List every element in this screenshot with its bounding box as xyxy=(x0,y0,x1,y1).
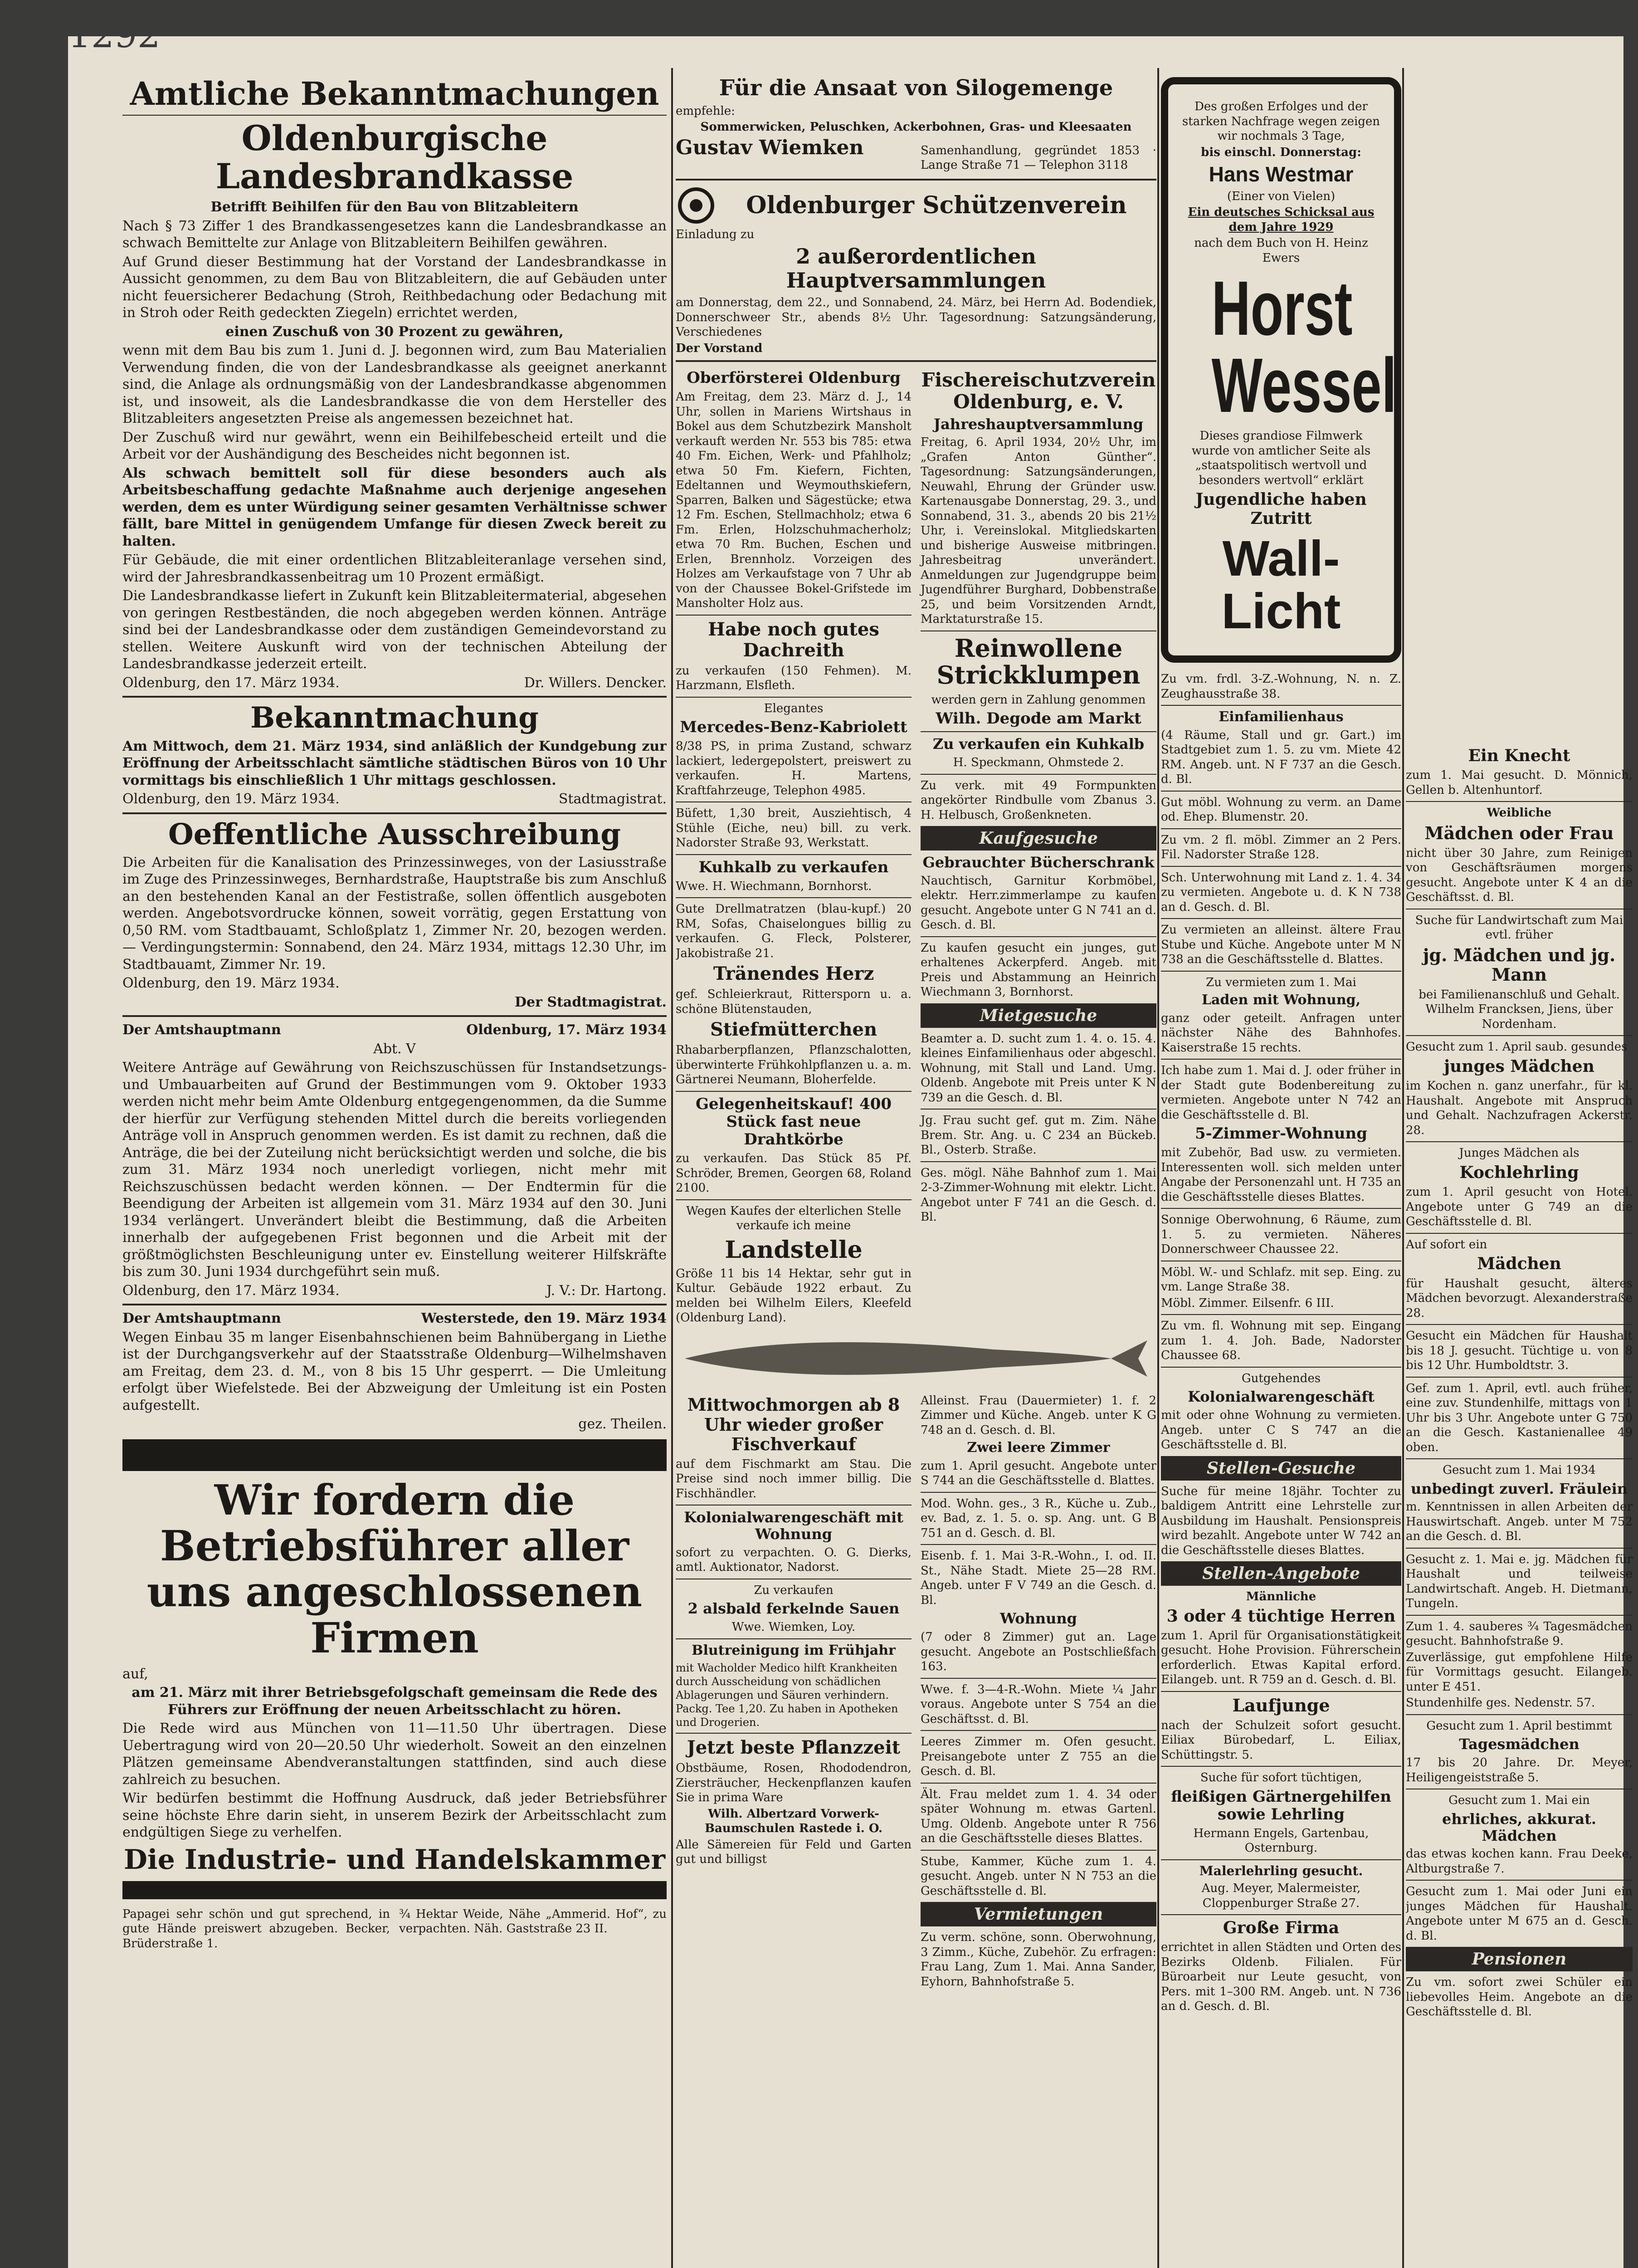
notice-signature: Der Stadtmagistrat. xyxy=(515,994,667,1010)
ad-title: Fischereischutzverein Oldenburg, e. V. xyxy=(921,369,1156,413)
divider xyxy=(921,774,1156,775)
ad-title: Habe noch gutes Dachreith xyxy=(708,618,879,661)
ad-text: (Einer von Vielen) xyxy=(1227,189,1336,203)
divider xyxy=(1161,1208,1401,1209)
ad-title: Oberförsterei Oldenburg xyxy=(687,369,901,387)
ad-headline: Ein deutsches Schicksal aus dem Jahre 1929 xyxy=(1188,205,1375,234)
ad-name: Gustav Wiemken xyxy=(676,136,864,159)
classified-ad: Stube, Kammer, Küche zum 1. 4. gesucht. Angeb. unter N N 753 an die Geschäftsstelle d. Bl. xyxy=(921,1854,1156,1898)
divider xyxy=(1161,1766,1401,1767)
ad-title: Gelegenheitskauf! 400 Stück fast neue Drahtkörbe xyxy=(695,1095,892,1149)
ad-headline: 2 außerordentlichen Hauptversammlungen xyxy=(786,244,1046,293)
ad-text: m. Kenntnissen in allen Arbeiten der Hauswirtschaft. Angeb. unter M 752 an die Gesch. d. Bl. xyxy=(1406,1500,1633,1544)
divider xyxy=(676,854,912,855)
ad-headline: Jahreshauptversammlung xyxy=(933,415,1144,433)
divider xyxy=(921,1544,1156,1545)
column-classifieds-b xyxy=(1161,73,1401,2015)
notice-place: Westerstede, den 19. März 1934 xyxy=(421,1310,667,1327)
ad-text: im Kochen n. ganz unerfahr., für kl. Haushalt. Angebote mit Anspruch und Gehalt. Nachzufragen Ackerstr. 28. xyxy=(1406,1079,1633,1137)
notice-text: Die Arbeiten für die Kanalisation des Prinzessinweges, von der Lasiusstraße im Zuge des Prinzessinweges, Bernhardstraße, Hauptstraße bis zum Anschluß an den bestehenden Kanal an der Festistraße, sollen öffentlich ausgeboten werden. Angebotsvordrucke können, soweit vorrätig, gegen Erstattung von 0,50 RM. vom Stadtbauamt, Schloßplatz 1, Zimmer Nr. 20, bezogen werden. — Verdingungstermin: Sonnabend, den 24. März 1934, mittags 12.30 Uhr, im Stadtbauamt, Zimmer Nr. 19. xyxy=(122,854,667,973)
classified-ad: Gesucht zum 1. Mai oder Juni ein junges Mädchen für Haushalt. Angebote unter M 675 an d. Gesch. d. Bl. xyxy=(1406,1885,1633,1943)
ad-title: Laufjunge xyxy=(1232,1695,1330,1716)
column-official-notices xyxy=(122,73,667,1952)
classified-ad: ¾ Hektar Weide, Nähe „Ammerid. Hof“, zu verpachten. Näh. Gaststraße 23 II. xyxy=(399,1907,667,1936)
notice-subject: Betrifft Beihilfen für den Bau von Blitzableitern xyxy=(210,199,579,215)
divider xyxy=(676,615,912,616)
column-rule xyxy=(671,68,673,2268)
ad-text: Aug. Meyer, Malermeister, Cloppenburger Straße 27. xyxy=(1201,1882,1361,1910)
notice-heading: Der Amtshauptmann xyxy=(122,1022,281,1038)
ad-text: werden gern in Zahlung genommen xyxy=(931,693,1146,707)
divider xyxy=(1406,1458,1633,1459)
ad-text: mit Wacholder Medico hilft Krankheiten durch Ausscheidung von schädlichen Ablagerungen und Säuren verhindern. Packg. Tee 1,20. Zu haben in Apotheken und Drogerien. xyxy=(676,1662,898,1729)
ad-text: mit Zubehör, Bad usw. zu vermieten. Interessenten woll. sich melden unter Angabe der Personenzahl unt. H 735 an die Geschäftsstelle dieses Blattes. xyxy=(1161,1146,1401,1204)
classified-ad: Jg. Frau sucht gef. gut m. Zim. Nähe Brem. Str. Ang. u. C 234 an Bückeb. Bl., Osterb. Straße. xyxy=(921,1114,1156,1157)
section-banner: Pensionen xyxy=(1406,1947,1633,1971)
ad-text: Am Freitag, dem 23. März d. J., 14 Uhr, sollen in Mariens Wirtshaus in Bokel aus dem Schutzbezirk Mansholt verkauft werden Nr. 553 bis 785: etwa 40 Fm. Eichen, Werk- und Pfahlholz; etwa 50 Fm. Kiefern, Fichten, Edeltannen und Weymouthskiefern, Sparren, Balken und Sägestücke; etwa 12 Fm. Eschen, Stellmachholz; etwa 6 Fm. Erlen, Holzschuhmacherholz; etwa 70 Rm. Buchen, Eschen und Erlen, Brennholz. Vorzeigen des Holzes am Verkaufstage von 7 Uhr ab von der Chaussee Bokel-Grifstede im Mansholter Holz aus. xyxy=(676,390,912,611)
ad-text: zum 1. April gesucht. Angebote unter S 744 an die Geschäftsstelle d. Blattes. xyxy=(921,1459,1156,1488)
divider xyxy=(1161,705,1401,706)
classified-ad: Stundenhilfe ges. Nedenstr. 57. xyxy=(1406,1696,1595,1710)
notice-dept: Abt. V xyxy=(373,1041,416,1057)
ad-title: Tränendes Herz xyxy=(713,963,874,985)
column-rule xyxy=(1157,68,1159,2268)
divider xyxy=(1406,1714,1633,1715)
divider xyxy=(676,1733,912,1734)
divider xyxy=(122,1304,667,1305)
classified-ad: Zu vm. 2 fl. möbl. Zimmer an 2 Pers. Fil. Nadorster Straße 128. xyxy=(1161,833,1401,862)
ad-text: Dieses grandiose Filmwerk wurde von amtlicher Seite als „staatspolitisch wertvoll und besonders wertvoll“ erklärt xyxy=(1191,429,1371,487)
classified-ad: Zu vm. fl. Wohnung mit sep. Eingang zum 1. 4. Joh. Bade, Nadorster Chaussee 68. xyxy=(1161,1319,1401,1363)
ad-title: Landstelle xyxy=(725,1236,863,1264)
divider xyxy=(1161,1314,1401,1315)
ad-title: Mittwochmorgen ab 8 Uhr wieder großer Fischverkauf xyxy=(687,1394,900,1455)
ad-title: Stiefmütterchen xyxy=(710,1019,878,1041)
divider xyxy=(676,897,912,898)
decorative-bar xyxy=(122,1439,667,1471)
decorative-bar xyxy=(122,1881,667,1899)
notice-paragraph: Als schwach bemittelt soll für diese besonders auch als Arbeitsbeschaffung gedachte Maßnahme auch derjenige angesehen werden, dem es unter Würdigung seiner gesamten Verhältnisse schwer fällt, bare Mittel in genügendem Umfange für diesen Zweck bereit zu halten. xyxy=(122,465,667,549)
divider xyxy=(1406,1035,1633,1036)
ad-signature: Wilh. Degode am Markt xyxy=(936,709,1141,728)
classified-ad: Zu kaufen gesucht ein junges, gut erhaltenes Ackerpferd. Angeb. mit Preis und Abstammung an Heinrich Wiechmann 3, Bornhorst. xyxy=(921,941,1156,999)
divider xyxy=(921,1783,1156,1784)
notice-date: Oldenburg, den 19. März 1934. xyxy=(122,791,340,807)
subsection-label: Weibliche xyxy=(1487,806,1552,820)
notice-signature: J. V.: Dr. Hartong. xyxy=(546,1282,667,1299)
ad-text: Wwe. Wiemken, Loy. xyxy=(731,1620,856,1634)
ad-text: am Donnerstag, dem 22., und Sonnabend, 24. März, bei Herrn Ad. Bodendiek, Donnerschweer Str., abends 8½ Uhr. Tagesordnung: Satzungsänderung, Verschiedenes xyxy=(676,296,1156,339)
ad-title: fleißigen Gärtnergehilfen sowie Lehrling xyxy=(1171,1787,1391,1823)
ad-text: Suche für sofort tüchtigen, xyxy=(1200,1771,1362,1785)
divider xyxy=(676,1638,912,1639)
divider xyxy=(122,812,667,814)
classified-ad: Gut möbl. Wohnung zu verm. an Dame od. Ehep. Blumenstr. 20. xyxy=(1161,795,1401,824)
divider xyxy=(1406,1615,1633,1616)
ad-title: Tagesmädchen xyxy=(1459,1735,1580,1753)
ad-text: Suche für Landwirtschaft zum Mai evtl. früher xyxy=(1415,913,1623,942)
divider xyxy=(1161,1691,1401,1692)
divider xyxy=(1406,1377,1633,1378)
divider xyxy=(1161,1059,1401,1060)
notice-signature: gez. Theilen. xyxy=(578,1416,667,1432)
column-classifieds-c xyxy=(1406,73,1633,2021)
notice-text: Die Rede wird aus München von 11—11.50 Uhr übertragen. Diese Uebertragung wird von 20—20.50 Uhr wiederholt. Soweit an den einzelnen Plätzen gemeinsame Abendveranstaltungen stattfinden, sind auch diese zahlreich zu besuchen. xyxy=(122,1721,667,1788)
ad-text: Rhabarberpflanzen, Pflanzschalotten, überwinterte Frühkohlpflanzen u. a. m. Gärtnerei Neumann, Bloherfelde. xyxy=(676,1043,912,1087)
ad-title: Laden mit Wohnung, xyxy=(1201,992,1361,1008)
notice-place: Oldenburg, 17. März 1934 xyxy=(466,1022,667,1038)
ad-title: 5-Zimmer-Wohnung xyxy=(1195,1124,1367,1143)
classified-ad: Zu vermieten an alleinst. ältere Frau Stube und Küche. Angebote unter M N 738 an die Geschäftsstelle d. Blattes. xyxy=(1161,923,1401,967)
classified-ad: Mod. Wohn. ges., 3 R., Küche u. Zub., ev. Bad, z. 1. 5. o. sp. Ang. unt. G B 751 an d. Gesch. d. Bl. xyxy=(921,1496,1156,1540)
divider xyxy=(1161,971,1401,972)
ad-title: Wohnung xyxy=(999,1610,1077,1628)
ad-title: 3 oder 4 tüchtige Herren xyxy=(1166,1606,1396,1626)
section-banner: Stellen-Angebote xyxy=(1161,1561,1401,1586)
divider xyxy=(1161,1859,1401,1860)
divider xyxy=(921,731,1156,732)
notice-paragraph: Der Zuschuß wird nur gewährt, wenn ein Beihilfebescheid erteilt und die Arbeit vor der Aushändigung des Bescheides nicht begonnen ist. xyxy=(122,429,667,463)
emblem-icon xyxy=(676,185,717,226)
cinema-name: Wall-Licht xyxy=(1221,531,1341,639)
notice-paragraph: Nach § 73 Ziffer 1 des Brandkassengesetzes kann die Landesbrandkasse an schwach Bemittelte zur Anlage von Blitzableitern Beihilfen gewähren. xyxy=(122,218,667,251)
ad-title: Malerlehrling gesucht. xyxy=(1199,1863,1363,1878)
divider xyxy=(122,1015,667,1017)
notice-signature: Stadtmagistrat. xyxy=(558,791,667,807)
ad-text: Alle Sämereien für Feld und Garten gut und billigst xyxy=(676,1838,912,1867)
divider xyxy=(1161,1367,1401,1368)
classified-ad: Gef. zum 1. April, evtl. auch früher, eine zuv. Stundenhilfe, mittags von 1 Uhr bis 3 Uhr. Angebote unter G 750 an die Gesch. Kastanienallee 49 oben. xyxy=(1406,1381,1633,1454)
section-banner: Kaufgesuche xyxy=(921,826,1156,850)
divider xyxy=(676,1199,912,1200)
ad-title: Einfamilienhaus xyxy=(1219,709,1344,725)
column-classifieds-a xyxy=(676,73,1156,1990)
ad-text: Hermann Engels, Gartenbau, Osternburg. xyxy=(1193,1826,1369,1855)
cinema-advertisement xyxy=(1161,77,1401,663)
notice-text: Wir bedürfen bestimmt die Hoffnung Ausdruck, daß jeder Betriebsführer seine höchste Ehre darin sieht, in unserem Bezirk der Arbeitsschlacht zum endgültigen Siege zu verhelfen. xyxy=(122,1790,667,1841)
fish-illustration xyxy=(676,1331,1156,1386)
ad-title: jg. Mädchen und jg. Mann xyxy=(1423,944,1616,985)
ad-text: Zu verkaufen xyxy=(754,1583,834,1597)
divider xyxy=(1161,918,1401,919)
ad-text: Nauchtisch, Garnitur Korbmöbel, elektr. Herr.zimmerlampe zu kaufen gesucht. Angebote unter G N 741 an d. Gesch. d. Bl. xyxy=(921,874,1156,932)
ad-headline: Jugendliche haben Zutritt xyxy=(1195,490,1367,528)
notice-paragraph: Auf Grund dieser Bestimmung hat der Vorstand der Landesbrandkasse in Aussicht genommen, zu dem Bau von Blitzableitern, die auf Gebäuden unter nicht feuersicherer Bedachung (Stroh, Reithbedachung oder Bedachung mit in Stroh oder Reith gedeckten Ziegeln) errichtet werden, xyxy=(122,254,667,321)
notice-title: Oeffentliche Ausschreibung xyxy=(168,817,621,851)
ad-text: Gesucht zum 1. Mai ein xyxy=(1448,1794,1590,1808)
ad-title: Kolonialwarengeschäft mit Wohnung xyxy=(684,1509,903,1543)
classified-ad: Zum 1. 4. sauberes ¾ Tagesmädchen gesucht. Bahnhofstraße 9. xyxy=(1406,1619,1633,1648)
ad-text: 17 bis 20 Jahre. Dr. Meyer, Heiligengeiststraße 5. xyxy=(1406,1756,1633,1784)
notice-date: Oldenburg, den 17. März 1934. xyxy=(122,1282,340,1299)
classified-ad: Beamter a. D. sucht zum 1. 4. o. 15. 4. kleines Einfamilienhaus oder abgeschl. Wohnung, mit Stall und Land. Umg. Oldenb. Angebote mit Preis unter K N 739 an die Gesch. d. Bl. xyxy=(921,1031,1156,1105)
divider xyxy=(921,1109,1156,1110)
notice-heading: Der Amtshauptmann xyxy=(122,1310,281,1327)
divider xyxy=(1406,1141,1633,1142)
ad-title: Reinwollene Strickklumpen xyxy=(936,633,1141,690)
notice-text: auf, xyxy=(122,1666,148,1682)
classified-ad: Möbl. Zimmer. Eilsenfr. 6 III. xyxy=(1161,1296,1334,1310)
divider xyxy=(1406,1233,1633,1234)
section-title: Amtliche Bekanntmachungen xyxy=(130,75,659,112)
classified-ad: Zuverlässige, gut empfohlene Hilfe für Vormittags gesucht. Eilangeb. unter E 451. xyxy=(1406,1650,1633,1694)
classified-ad: Ält. Frau meldet zum 1. 4. 34 oder später Wohnung m. etwas Gartenl. Umg. Oldenb. Angebote unter R 756 an die Geschäftsstelle dieses Blattes. xyxy=(921,1787,1156,1846)
classified-ad: Sonnige Oberwohnung, 6 Räume, zum 1. 5. zu vermieten. Näheres Donnerschweer Chaussee 22. xyxy=(1161,1213,1401,1256)
subsection-label: Männliche xyxy=(1246,1590,1316,1604)
ad-title: unbedingt zuverl. Fräulein xyxy=(1411,1480,1628,1497)
ad-text: Einladung zu xyxy=(676,227,755,241)
ad-text: das etwas kochen kann. Frau Deeke, Altburgstraße 7. xyxy=(1406,1847,1633,1876)
divider xyxy=(1161,1914,1401,1915)
divider xyxy=(1161,866,1401,867)
ad-text: Wegen Kaufes der elterlichen Stelle verkaufe ich meine xyxy=(686,1204,901,1233)
classified-ad: Zu vm. frdl. 3-Z.-Wohnung, N. n. Z. Zeughausstraße 38. xyxy=(1161,672,1401,701)
ad-text: Zu vermieten zum 1. Mai xyxy=(1206,975,1356,989)
notice-signature: Die Industrie- und Handelskammer xyxy=(123,1843,666,1876)
ad-text: (7 oder 8 Zimmer) gut an. Lage gesucht. Angebote an Postschließfach 163. xyxy=(921,1630,1156,1674)
ad-text: auf dem Fischmarkt am Stau. Die Preise sind noch immer billig. Die Fischhändler. xyxy=(676,1457,912,1501)
ad-title: Zu verkaufen ein Kuhkalb xyxy=(932,735,1145,753)
notice-paragraph: Die Landesbrandkasse liefert in Zukunft kein Blitzableitermaterial, abgesehen von geringen Restbeständen, die noch abgegeben werden können. Anträge sind bei der Landesbrandkasse oder dem zuständigen Gemeindevorstand zu stellen. Weitere Auskunft wird von der technischen Abteilung der Landesbrandkasse jederzeit erteilt. xyxy=(122,588,667,672)
classified-ad: Ich habe zum 1. Mai d. J. oder früher in der Stadt gute Bodenbereitung zu vermieten. Angebote unter N 742 an die Geschäftsstelle d. Bl. xyxy=(1161,1064,1401,1122)
classified-ad: Gesucht z. 1. Mai e. jg. Mädchen für Haushalt und teilweise Landwirtschaft. Angeb. H. Dietmann, Tungeln. xyxy=(1406,1552,1633,1611)
divider xyxy=(1406,801,1633,802)
ad-text: H. Speckmann, Ohmstede 2. xyxy=(953,756,1124,770)
notice-paragraph: Für Gebäude, die mit einer ordentlichen Blitzableiteranlage versehen sind, wird der Jahresbrandkassenbeitrag um 10 Prozent ermäßigt. xyxy=(122,552,667,585)
divider xyxy=(1161,791,1401,792)
ad-text: Gutgehendes xyxy=(1241,1371,1321,1385)
ad-title: Kuhkalb zu verkaufen xyxy=(698,858,889,876)
classified-ad: Zu vm. sofort zwei Schüler ein liebevolles Heim. Angebote an die Geschäftsstelle d. Bl. xyxy=(1406,1975,1633,2019)
ad-text: ganz oder geteilt. Anfragen unter nächster Nähe des Bahnhofes. Kaiserstraße 15 rechts. xyxy=(1161,1011,1401,1055)
classified-ad: Eisenb. f. 1. Mai 3-R.-Wohn., I. od. II. St., Nähe Stadt. Miete 25—28 RM. Angeb. unter F V 749 an die Gesch. d. Bl. xyxy=(921,1549,1156,1607)
classified-ad: Büfett, 1,30 breit, Ausziehtisch, 4 Stühle (Eiche, neu) bill. zu verk. Nadorster Straße 93, Werkstatt. xyxy=(676,807,912,850)
ad-text: Freitag, 6. April 1934, 20½ Uhr, im „Grafen Anton Günther“. Tagesordnung: Satzungsänderungen, Neuwahl, Ehrung der Gründer usw. Kartenausgabe Donnerstag, 29. 3., und Sonnabend, 31. 3., abends 20 bis 21½ Uhr, i. Vereinslokal. Mitgliedskarten und bisherige Ausweise mitbringen. Jahresbeitrag unverändert. Anmeldungen zur Jugendgruppe beim Jugendführer Burghard, Dobbenstraße 25, und beim Vorsitzenden Arndt, Marktaturstraße 15. xyxy=(921,435,1156,626)
ad-text: zum 1. Mai gesucht. D. Mönnich, Gellen b. Altenhuntorf. xyxy=(1406,768,1633,797)
ad-text: Auf sofort ein xyxy=(1406,1237,1487,1251)
ad-title: junges Mädchen xyxy=(1444,1056,1594,1076)
ad-text: Obstbäume, Rosen, Rhododendron, Ziersträucher, Heckenpflanzen kaufen Sie in prima Ware xyxy=(676,1761,912,1805)
ad-text: Des großen Erfolges und der starken Nachfrage wegen zeigen wir nochmals 3 Tage, xyxy=(1182,100,1380,143)
ad-title: Kolonialwarengeschäft xyxy=(1188,1388,1375,1406)
ad-text: für Haushalt gesucht, älteres Mädchen bevorzugt. Alexanderstraße 28. xyxy=(1406,1276,1633,1320)
ad-text: Sommerwicken, Peluschken, Ackerbohnen, Gras- und Kleesaaten xyxy=(700,120,1132,134)
ad-text: bis einschl. Donnerstag: xyxy=(1201,145,1361,159)
notice-text: Weitere Anträge auf Gewährung von Reichszuschüssen für Instandsetzungs- und Umbauarbeiten auf Grund der Bestimmungen vom 9. Oktober 1933 werden nicht mehr beim Amte Oldenburg entgegengenommen, da die Summe der hierfür zur Verfügung stehenden Mittel durch die bereits vorliegenden Anträge voll in Anspruch genommen werden. Es ist damit zu rechnen, daß die Anträge, die bei der Zuteilung nicht berücksichtigt werden und solche, die bis zum 31. März 1934 noch unerledigt vorliegen, nicht mehr mit Reichszuschüssen bedacht werden können. — Der Endtermin für die Beendigung der Arbeiten ist allgemein vom 31. März 1934 auf den 30. Juni 1934 verlängert. Unverändert bleibt die Bestimmung, daß die Arbeiten innerhalb der aufgegebenen Frist begonnen und die Arbeit mit der größtmöglichsten Beschleunigung unter ev. Einstellung weiterer Hilfskräfte bis zum 30. Juni 1934 durchgeführt sein muß. xyxy=(122,1060,667,1280)
ad-title: Ein Knecht xyxy=(1468,746,1570,765)
classified-ad: Suche für meine 18jähr. Tochter zu baldigem Antritt eine Lehrstelle zur Ausbildung im Haushalt. Pensionspreis wird bezahlt. Angebote unter W 742 an die Geschäftsstelle dieses Blattes. xyxy=(1161,1484,1401,1557)
ad-text: zum 1. April gesucht von Hotel. Angebote unter G 749 an die Geschäftsstelle d. Bl. xyxy=(1406,1185,1633,1229)
ad-text: Gesucht zum 1. April saub. gesundes xyxy=(1406,1040,1628,1054)
classified-ad: Sch. Unterwohnung mit Land z. 1. 4. 34 zu vermieten. Angebote u. d. K N 738 an d. Gesch. d. Bl. xyxy=(1161,870,1401,914)
ad-text: mit oder ohne Wohnung zu vermieten. Angeb. unter C S 747 an die Geschäftsstelle d. Bl. xyxy=(1161,1408,1401,1452)
classified-ad: Papagei sehr schön und gut sprechend, in gute Hände preiswert abzugeben. Becker, Brüderstraße 1. xyxy=(122,1907,390,1950)
classified-ad: Alleinst. Frau (Dauermieter) 1. f. 2 Zimmer und Küche. Angeb. unter K G 748 an d. Gesch. d. Bl. xyxy=(921,1393,1156,1437)
ad-text: Samenhandlung, gegründet 1853 · Lange Straße 71 — Telephon 3118 xyxy=(921,143,1156,172)
ad-text: Gesucht zum 1. April bestimmt xyxy=(1426,1719,1612,1733)
ad-text: empfehle: xyxy=(676,104,735,118)
film-title: Hans Westmar xyxy=(1209,162,1354,186)
divider xyxy=(921,1730,1156,1731)
classified-ad: Zu verm. schöne, sonn. Oberwohnung, 3 Zimm., Küche, Zubehör. Zu erfragen: Frau Lang, Zum 1. Mai. Anna Sander, Eyhorn, Bahnhofstraße 5. xyxy=(921,1931,1156,1989)
notice-text: Am Mittwoch, dem 21. März 1934, sind anläßlich der Kundgebung zur Eröffnung der Arbeitsschlacht sämtliche städtischen Büros von 10 Uhr vormittags bis einschließlich 1 Uhr mittags geschlossen. xyxy=(122,738,667,788)
ad-title: Große Firma xyxy=(1223,1918,1340,1938)
ad-title: Mädchen xyxy=(1477,1254,1561,1274)
ad-text: nach der Schulzeit sofort gesucht. Eiliax Bürobedarf, L. Eiliax, Schüttingstr. 5. xyxy=(1161,1718,1401,1762)
ad-title: Gebrauchter Bücherschrank xyxy=(922,854,1155,871)
classified-ad: Wwe. f. 3—4-R.-Wohn. Miete ¼ Jahr voraus. Angebote unter S 754 an die Geschäftsst. d. Bl. xyxy=(921,1682,1156,1726)
notice-date: Oldenburg, den 19. März 1934. xyxy=(122,975,340,992)
ad-title: 2 alsbald ferkelnde Sauen xyxy=(687,1600,900,1618)
classified-ad: Zu verk. mit 49 Formpunkten angekörter Rindbulle vom Zbanus 3. H. Helbusch, Großenkneten. xyxy=(921,778,1156,822)
notice-paragraph: einen Zuschuß von 30 Prozent zu gewähren, xyxy=(225,323,564,340)
divider xyxy=(676,360,1156,362)
ad-text: zu verkaufen (150 Fehmen). M. Harzmann, Elsfleth. xyxy=(676,664,912,693)
divider xyxy=(921,1850,1156,1851)
ad-signature: Der Vorstand xyxy=(676,341,763,355)
ad-text: nach dem Buch von H. Heinz Ewers xyxy=(1194,236,1368,265)
section-banner: Vermietungen xyxy=(921,1902,1156,1926)
ad-text: Gesucht zum 1. Mai 1934 xyxy=(1443,1463,1596,1477)
ad-text: Junges Mädchen als xyxy=(1459,1146,1580,1160)
ad-title: Oldenburger Schützenverein xyxy=(746,191,1127,220)
column-rule xyxy=(1402,68,1404,2268)
section-banner: Mietgesuche xyxy=(921,1003,1156,1028)
classified-ad: Leeres Zimmer m. Ofen gesucht. Preisangebote unter Z 755 an die Gesch. d. Bl. xyxy=(921,1735,1156,1779)
ad-title: ehrliches, akkurat. Mädchen xyxy=(1442,1810,1597,1844)
classified-ad: Ges. mögl. Nähe Bahnhof zum 1. Mai 2-3-Zimmer-Wohnung mit elektr. Licht. Angebot unter F 741 an die Gesch. d. Bl. xyxy=(921,1166,1156,1224)
divider xyxy=(676,179,1156,181)
ad-text: nicht über 30 Jahre, zum Reinigen von Geschäftsräumen morgens gesucht. Angebote unter K 4 an die Geschäftsst. d. Bl. xyxy=(1406,846,1633,904)
ad-text: bei Familienanschluß und Gehalt. Wilhelm Francksen, Jiens, über Nordenham. xyxy=(1419,987,1620,1031)
divider xyxy=(676,1091,912,1092)
ad-title: Mercedes-Benz-Kabriolett xyxy=(680,718,907,737)
notice-date: Oldenburg, den 17. März 1934. xyxy=(122,675,340,691)
divider xyxy=(921,1678,1156,1679)
ad-title: Für die Ansaat von Silogemenge xyxy=(719,75,1113,101)
headline: Wir fordern die Betriebsführer aller uns angeschlossenen Firmen xyxy=(146,1475,643,1662)
divider xyxy=(122,115,667,116)
ad-text: (4 Räume, Stall und gr. Gart.) im Stadtgebiet zum 1. 5. zu vm. Miete 42 RM. Angeb. unt. N F 737 an die Gesch. d. Bl. xyxy=(1161,728,1401,787)
ad-text: gef. Schleierkraut, Rittersporn u. a. schöne Blütenstauden, xyxy=(676,987,912,1016)
divider xyxy=(921,936,1156,937)
section-banner: Stellen-Gesuche xyxy=(1161,1456,1401,1481)
ad-text: Elegantes xyxy=(764,701,824,715)
ad-title: Mädchen oder Frau xyxy=(1424,822,1614,843)
ad-title: Kochlehrling xyxy=(1459,1163,1579,1182)
notice-title: Oldenburgische Landesbrandkasse xyxy=(215,118,574,196)
ad-text: sofort zu verpachten. O. G. Dierks, amtl. Auktionator, Nadorst. xyxy=(676,1545,912,1574)
ad-text: errichtet in allen Städten und Orten des Bezirks Oldenb. Filialen. Für Büroarbeit nur Leute gesucht, von Pers. mit 1–300 RM. Angeb. unt. N 736 an d. Gesch. d. Bl. xyxy=(1161,1941,1401,2014)
divider xyxy=(1406,1548,1633,1549)
classified-ad: Gute Drellmatratzen (blau-kupf.) 20 RM, Sofas, Chaiselongues billig zu verkaufen. G. Fleck, Polsterer, Jakobistraße 21. xyxy=(676,902,912,960)
divider xyxy=(1406,1324,1633,1325)
ad-text: Wwe. H. Wiechmann, Bornhorst. xyxy=(676,879,872,893)
ad-text: zu verkaufen. Das Stück 85 Pf. Schröder, Bremen, Georgen 68, Roland 2100. xyxy=(676,1152,912,1195)
page-number: 1292 xyxy=(68,14,161,56)
film-main-title: Horst Wessel xyxy=(1211,265,1397,429)
divider xyxy=(1406,1880,1633,1881)
divider xyxy=(676,697,912,698)
divider xyxy=(122,696,667,698)
ad-text: Größe 11 bis 14 Hektar, sehr gut in Kultur. Gebäude 1922 erbaut. Zu melden bei Wilhelm Eilers, Kleefeld (Oldenburg Land). xyxy=(676,1266,912,1325)
notice-text: am 21. März mit ihrer Betriebsgefolgschaft gemeinsam die Rede des Führers zur Eröffnung der neuen Arbeitsschlacht zu hören. xyxy=(132,1685,658,1718)
notice-paragraph: wenn mit dem Bau bis zum 1. Juni d. J. begonnen wird, zum Bau Materialien Verwendung finden, die von der Landesbrandkasse als geeignet anerkannt sind, die Anlage als ordnungsmäßig von der Landesbrandkasse abgenommen ist, und insoweit, als die Landesbrandkasse die von dem Hersteller des Blitzableiters angesetzten Preise als angemessen bezeichnet hat. xyxy=(122,342,667,427)
notice-title: Bekanntmachung xyxy=(250,701,539,735)
ad-text: zum 1. April für Organisationstätigkeit gesucht. Hohe Provision. Führerschein erforderlich. Etwas Kapital erford. Eilangeb. unt. R 759 an d. Gesch. d. Bl. xyxy=(1161,1628,1401,1687)
ad-signature: Wilh. Albertzard Vorwerk-Baumschulen Rastede i. O. xyxy=(704,1807,883,1836)
ad-title: Zwei leere Zimmer xyxy=(967,1440,1110,1456)
notice-signature: Dr. Willers. Dencker. xyxy=(524,675,667,691)
classified-ad: Gesucht ein Mädchen für Haushalt bis 18 J. gesucht. Tüchtige u. von 8 bis 12 Uhr. Humboldtstr. 3. xyxy=(1406,1329,1633,1373)
ad-title: Blutreinigung im Frühjahr xyxy=(692,1642,896,1658)
ad-title: Jetzt beste Pflanzzeit xyxy=(687,1737,901,1759)
divider xyxy=(921,1492,1156,1493)
ad-text: 8/38 PS, in prima Zustand, schwarz lackiert, ledergepolstert, preiswert zu verkaufen. H. Martens, Kraftfahrzeuge, Telephon 4985. xyxy=(676,739,912,797)
divider xyxy=(1161,828,1401,829)
notice-text: Wegen Einbau 35 m langer Eisenbahnschienen beim Bahnübergang in Liethe ist der Durchgangsverkehr auf der Staatsstraße Oldenburg—Wilhelmshaven am Freitag, dem 23. d. M., von 8 bis 15 Uhr gesperrt. — Die Umleitung erfolgt über Wiefelstede. Bei der Abzweigung der Umleitung ist ein Posten aufgestellt. xyxy=(122,1329,667,1413)
divider xyxy=(921,1161,1156,1162)
classified-ad: Möbl. W.- und Schlafz. mit sep. Eing. zu vm. Lange Straße 38. xyxy=(1161,1265,1401,1294)
